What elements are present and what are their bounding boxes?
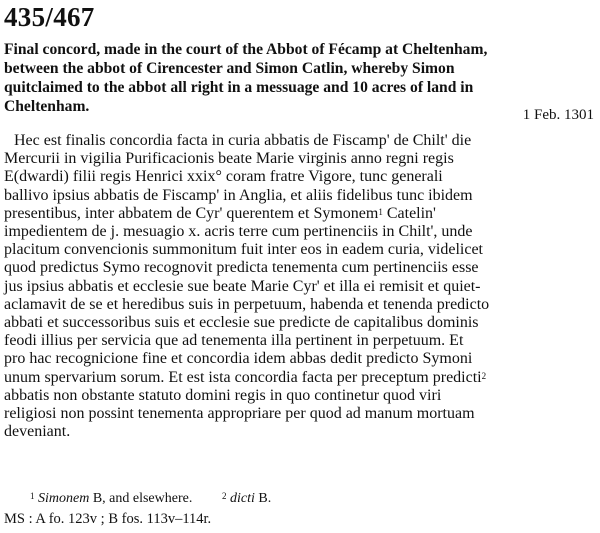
footnote-term: dicti (230, 491, 255, 506)
body-line: placitum convencionis summonitum fuit inter eos in eadem curia, videlicet (4, 241, 483, 259)
footnote-text: B. (254, 491, 272, 506)
document-date: 1 Feb. 1301 (522, 107, 594, 123)
summary-line: between the abbot of Cirencester and Simon Catlin, whereby Simon (4, 60, 455, 77)
footnote-2 (222, 488, 271, 509)
body-line: deveniant. (4, 423, 71, 441)
body-line: ballivo ipsius abbatis de Fiscamp' in Anglia, et aliis fidelibus tunc ibidem (4, 186, 473, 204)
manuscript-reference: MS : A fo. 123v ; B fos. 113v–114r. (4, 511, 212, 527)
footnote-reference: 1 (378, 206, 383, 217)
body-line: quod predictus Symo recognovit predicta tenementa cum pertinenciis esse (4, 259, 479, 277)
body-line: unum spervarium sorum. Et est ista concordia facta per preceptum predicti$^2$ (4, 368, 487, 386)
body-line: religiosi non possint tenementa appropriare per quod ad manum mortuam (4, 405, 475, 422)
body-line: abbatis non obstante statuto domini regis in quo continetur quod viri (4, 386, 442, 404)
summary-line: Final concord, made in the court of the Abbot of Fécamp at Cheltenham, (4, 41, 488, 58)
footnote-text: B, and elsewhere. (89, 491, 193, 506)
body-line: presentibus, inter abbatem de Cyr' querentem et Symonem$^1$ Catelin' (4, 204, 436, 222)
body-line: pro hac recognicione fine et concordia idem abbas dedit predicto Symoni (4, 350, 473, 368)
body-line: impedientem de j. mesuagio x. acris terre cum pertinenciis in Chilt', unde (4, 223, 473, 240)
body-line: Mercurii in vigilia Purificacionis beate Marie virginis anno regni regis (4, 150, 454, 168)
footnote-marker: 1 (30, 491, 35, 501)
footnote-1 (30, 488, 192, 509)
body-line: aclamavit de se et heredibus suis in perpetuum, habenda et tenenda predicto (4, 295, 490, 313)
footnote-term: Simonem (38, 491, 90, 506)
footnote-marker: 2 (222, 491, 227, 501)
summary-line: Cheltenham. (4, 98, 90, 115)
footnote-reference: 2 (481, 370, 487, 381)
body-line: feodi illius per servicia que ad tenementa illa pertinent in perpetuum. Et (4, 332, 464, 350)
body-line: E(dwardi) filii regis Henrici xxix° coram fratre Vigore, tunc generali (4, 168, 443, 186)
document-number: 435/467 (4, 2, 95, 32)
summary-line: quitclaimed to the abbot all right in a messuage and 10 acres of land in (4, 79, 474, 96)
body-line: abbati et successoribus suis et ecclesie sue predicte de capitalibus dominis (4, 314, 479, 331)
body-line: Hec est finalis concordia facta in curia abbatis de Fiscamp' de Chilt' die (14, 132, 472, 149)
body-line: jus ipsius abbatis et ecclesie sue beate Marie Cyr' et illa ei remisit et quiet- (4, 277, 481, 295)
